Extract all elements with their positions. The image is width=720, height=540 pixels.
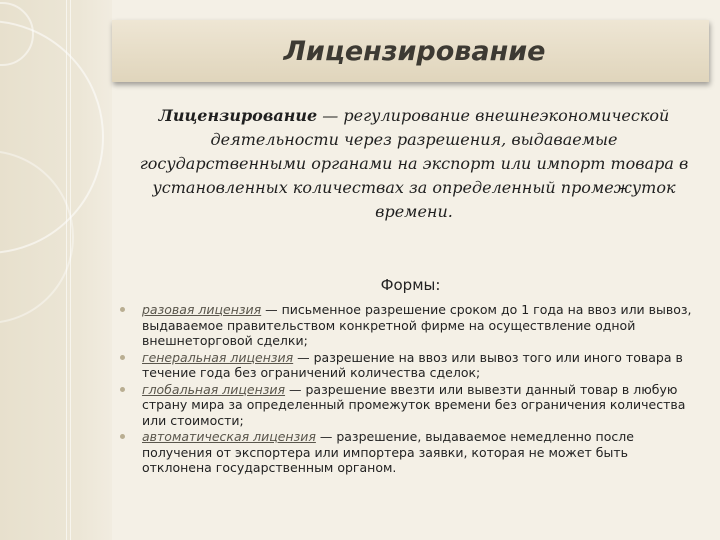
decorative-left-strip [0,0,112,540]
bullet-icon [120,387,125,392]
form-text: — разрешение на ввоз или вывоз того или иного товара в течение года без ограничений количества сделок; [142,349,683,380]
bullet-icon [120,434,125,439]
form-term: автоматическая лицензия [142,429,316,444]
list-item [116,382,698,429]
form-text: — разрешение, выдаваемое немедленно после получения от экспортера или импортера заявки, которая не может быть отклонена государственным органом. [142,429,634,475]
definition-text: — регулирование внешнеэкономической деятельности через разрешения, выдаваемые государственными органами на экспорт или импорт товара в установленных количествах за определенный промежуток времени. [139,106,689,221]
form-text: — письменное разрешение сроком до 1 года на ввоз или вывоз, выдаваемое правительством конкретной фирме на осуществление одной внешнеторговой сделки; [142,302,692,348]
form-term: разовая лицензия [142,302,262,317]
definition-paragraph [138,104,690,224]
definition-term: Лицензирование [158,106,318,125]
forms-heading: Формы: [380,276,441,294]
list-item [116,350,698,381]
bullet-icon [120,307,125,312]
decorative-line [70,0,71,540]
form-text: — разрешение ввезти или вывезти данный товар в любую страну мира за определенный промежуток времени без ограничения количества или стоимости; [142,381,686,428]
list-item [116,302,698,349]
title-bar [112,20,709,82]
forms-list [116,302,698,477]
list-item [116,429,698,476]
form-term: генеральная лицензия [142,349,294,365]
slide-title: Лицензирование [283,35,546,67]
bullet-icon [120,355,125,360]
form-term: глобальная лицензия [142,381,286,397]
decorative-line [66,0,67,540]
